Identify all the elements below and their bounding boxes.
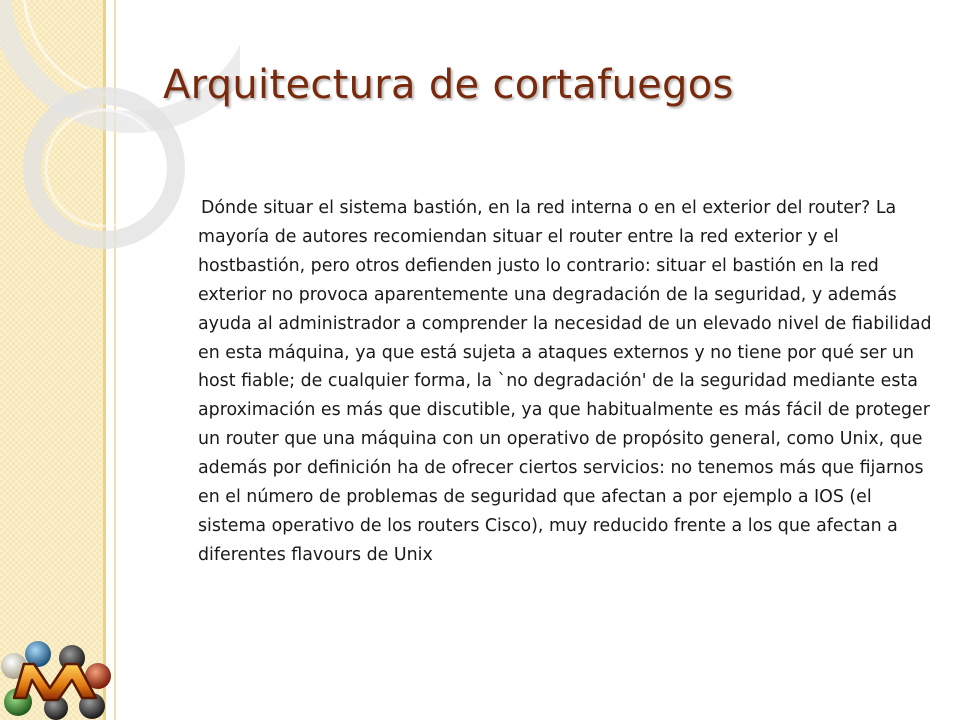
slide-title: Arquitectura de cortafuegos: [163, 62, 734, 108]
magic-m-logo-icon: [0, 636, 112, 720]
slide-body-text: Dónde situar el sistema bastión, en la red interna o en el exterior del router? La mayoría de autores recomiendan situar el router entre la red exterior y el hostbastión, pero otros defienden justo lo contrario: situar el bastión en la red exterior no provoca aparentemente una degradación de la seguridad, y además ayuda al administrador a comprender la necesidad de un elevado nivel de fiabilidad en esta máquina, ya que está sujeta a ataques externos y no tiene por qué ser un host fiable; de cualquier forma, la `no degradación' de la seguridad mediante esta aproximación es más que discutible, ya que habitualmente es más fácil de proteger un router que una máquina con un operativo de propósito general, como Unix, que además por definición ha de ofrecer ciertos servicios: no tenemos más que fijarnos en el número de problemas de seguridad que afectan a por ejemplo a IOS (el sistema operativo de los routers Cisco), muy reducido frente a los que afectan a diferentes flavours de Unix: [198, 198, 932, 565]
